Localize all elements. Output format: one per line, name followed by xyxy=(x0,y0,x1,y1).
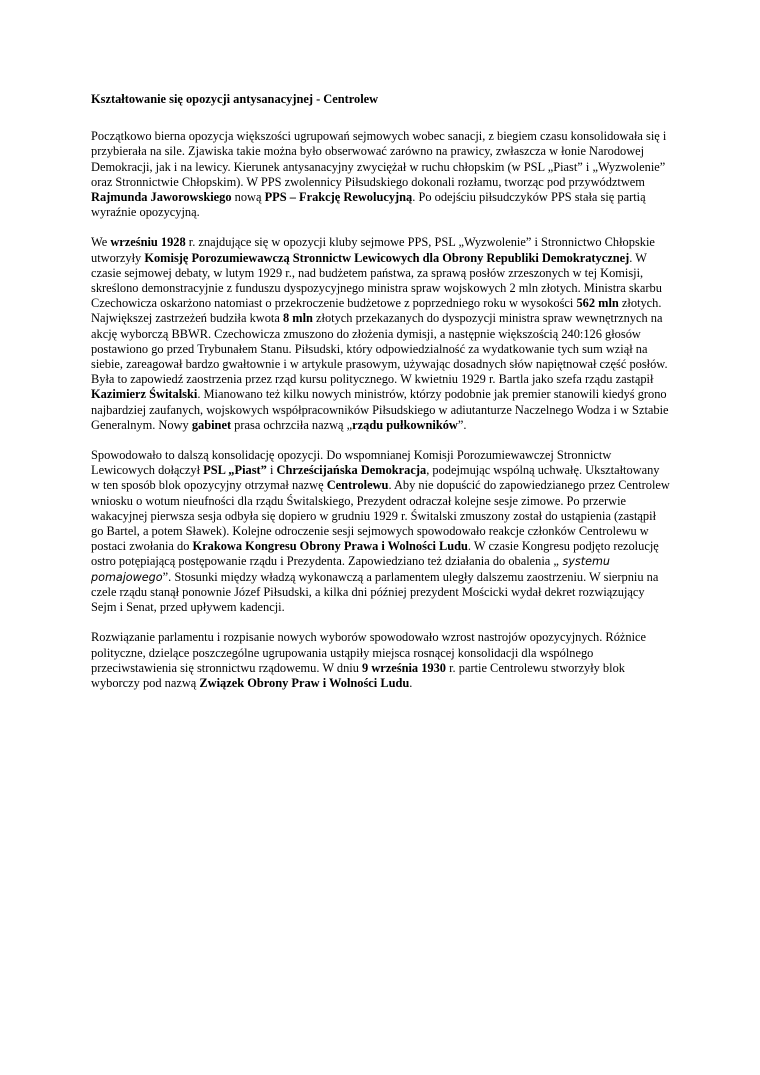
text-run: prasa ochrzciła nazwą „ xyxy=(231,417,353,432)
text-run: Spowodowało to dalszą konsolidację opozycji. Do wspomnianej Komisji Porozumiewawczej Stronnictw Lewicowych dołączył xyxy=(91,448,612,478)
bold-phrase: 562 mln xyxy=(576,296,619,311)
bold-phrase: Chrześcijańska Demokracja xyxy=(276,463,427,478)
bold-phrase: Centrolewu xyxy=(326,478,389,493)
text-run: . W czasie sejmowej debaty, w lutym 1929 r., nad budżetem państwa, za sprawą posłów zrzeszonych w tej Komisji, skreślono demonstracyjnie z funduszu dyspozycyjnego ministra spraw wojskowych 2 mln złotych. Ministra skarbu Czechowicza oskarżono natomiast o przekroczenie budżetowe z poprzedniego roku w wysokości xyxy=(91,250,662,311)
bold-phrase: Rajmunda Jaworowskiego xyxy=(91,190,232,205)
bold-phrase: 8 mln xyxy=(282,311,313,326)
text-run: , podejmując wspólną uchwałę. Ukształtowany w ten sposób blok opozycyjny otrzymał nazwę xyxy=(91,463,660,493)
paragraph-3 xyxy=(91,448,671,615)
text-run: . Mianowano też kilku nowych ministrów, którzy podobnie jak premier stanowili kiedyś grono najbardziej zaufanych, wojskowych współpracowników Piłsudskiego w adiutanturze Naczelnego Wodza i w Sztabie Generalnym. Nowy xyxy=(91,387,669,432)
bold-phrase: gabinet xyxy=(191,417,232,432)
text-run: złotych przekazanych do dyspozycji ministra spraw wewnętrznych na akcję wyborczą BBWR. Czechowicza zmuszono do złożenia dymisji, a następnie większością 240:126 głosów postawiono go przed Trybunałem Stanu. Piłsudski, który odpowiedzialność za wydatkowanie tych sum wziął na siebie, zareagował bardzo gwałtownie i w artykule prasowym, używając dosadnych słów napiętnował część posłów. Była to zapowiedź zaostrzenia przez rząd kursu politycznego. W kwietniu 1929 r. Bartla jako szefa rządu zastąpił xyxy=(91,311,668,387)
document-body xyxy=(91,129,671,691)
text-run: r. partie Centrolewu stworzyły blok wyborczy pod nazwą xyxy=(91,660,625,690)
text-run: . xyxy=(409,675,413,690)
text-run: . Po odejściu piłsudczyków PPS stała się partią wyraźnie opozycyjną. xyxy=(91,190,646,220)
text-run: . W czasie Kongresu podjęto rezolucję ostro potępiającą postępowanie rządu i Prezydenta. Zapowiedziano też działania do obalenia „ xyxy=(91,539,659,569)
document-page xyxy=(91,92,671,706)
text-run: złotych. Największej zastrzeżeń budziła kwota xyxy=(91,296,662,326)
paragraph-4 xyxy=(91,630,671,691)
italic-phrase: systemu pomajowego xyxy=(91,555,610,584)
bold-phrase: rządu pułkowników xyxy=(352,417,458,432)
text-run: We xyxy=(91,235,111,250)
text-run: ”. Stosunki między władzą wykonawczą a parlamentem uległy dalszemu zaostrzeniu. W sierpniu na czele rządu stanął ponownie Józef Piłsudski, a kilka dni później prezydent Mościcki wydał dekret rozwiązujący Sejm i Senat, przed upływem kadencji. xyxy=(91,569,659,615)
bold-phrase: wrześniu 1928 xyxy=(110,235,186,250)
document-title: Kształtowanie się opozycji antysanacyjnej - Centrolew xyxy=(91,92,379,106)
bold-phrase: Komisję Porozumiewawczą Stronnictw Lewicowych dla Obrony Republiki Demokratycznej xyxy=(144,250,630,265)
bold-phrase: Związek Obrony Praw i Wolności Ludu xyxy=(199,675,410,690)
text-run: Rozwiązanie parlamentu i rozpisanie nowych wyborów spowodowało wzrost nastrojów opozycyjnych. Różnice polityczne, dzielące poszczególne ugrupowania ustąpiły miejsca rosnącej konsolidacji dla wspólnego przeciwstawienia się stronnictwu rządowemu. W dniu xyxy=(91,630,647,675)
bold-phrase: PPS – Frakcję Rewolucyjną xyxy=(264,190,413,205)
bold-phrase: Kazimierz Świtalski xyxy=(91,387,198,402)
bold-phrase: Krakowa Kongresu Obrony Prawa i Wolności Ludu xyxy=(192,539,468,554)
text-run: . Aby nie dopuścić do zapowiedzianego przez Centrolew wniosku o wotum nieufności dla rządu Świtalskiego, Prezydent odraczał kolejne sesje zimowe. Po przerwie wakacyjnej pierwsza sesja odbyła się dopiero w grudniu 1929 r. Świtalski zmuszony został do ustąpienia (zastąpił go Bartel, a potem Sławek). Kolejne odroczenie sesji sejmowych spowodowało reakcje członków Centrolewu w postaci zwołania do xyxy=(91,478,670,554)
paragraph-1 xyxy=(91,129,671,220)
text-run: i xyxy=(266,463,277,478)
text-run: Początkowo bierna opozycja większości ugrupowań sejmowych wobec sanacji, z biegiem czasu konsolidowała się i przybierała na sile. Zjawiska takie można było obserwować zarówno na prawicy, zwłaszcza w łonie Narodowej Demokracji, jak i na lewicy. Kierunek antysanacyjny zwyciężał w ruchu chłopskim (w PSL „Piast” i „Wyzwolenie” oraz Stronnictwie Chłopskim). W PPS zwolennicy Piłsudskiego dokonali rozłamu, tworząc pod przywództwem xyxy=(91,129,667,189)
text-run: nową xyxy=(231,190,265,205)
text-run: ”. xyxy=(457,417,467,432)
paragraph-2 xyxy=(91,235,671,433)
bold-phrase: 9 września 1930 xyxy=(362,660,447,675)
text-run: r. znajdujące się w opozycji kluby sejmowe PPS, PSL „Wyzwolenie” i Stronnictwo Chłopskie utworzyły xyxy=(91,235,655,265)
bold-phrase: PSL „Piast” xyxy=(203,463,267,478)
